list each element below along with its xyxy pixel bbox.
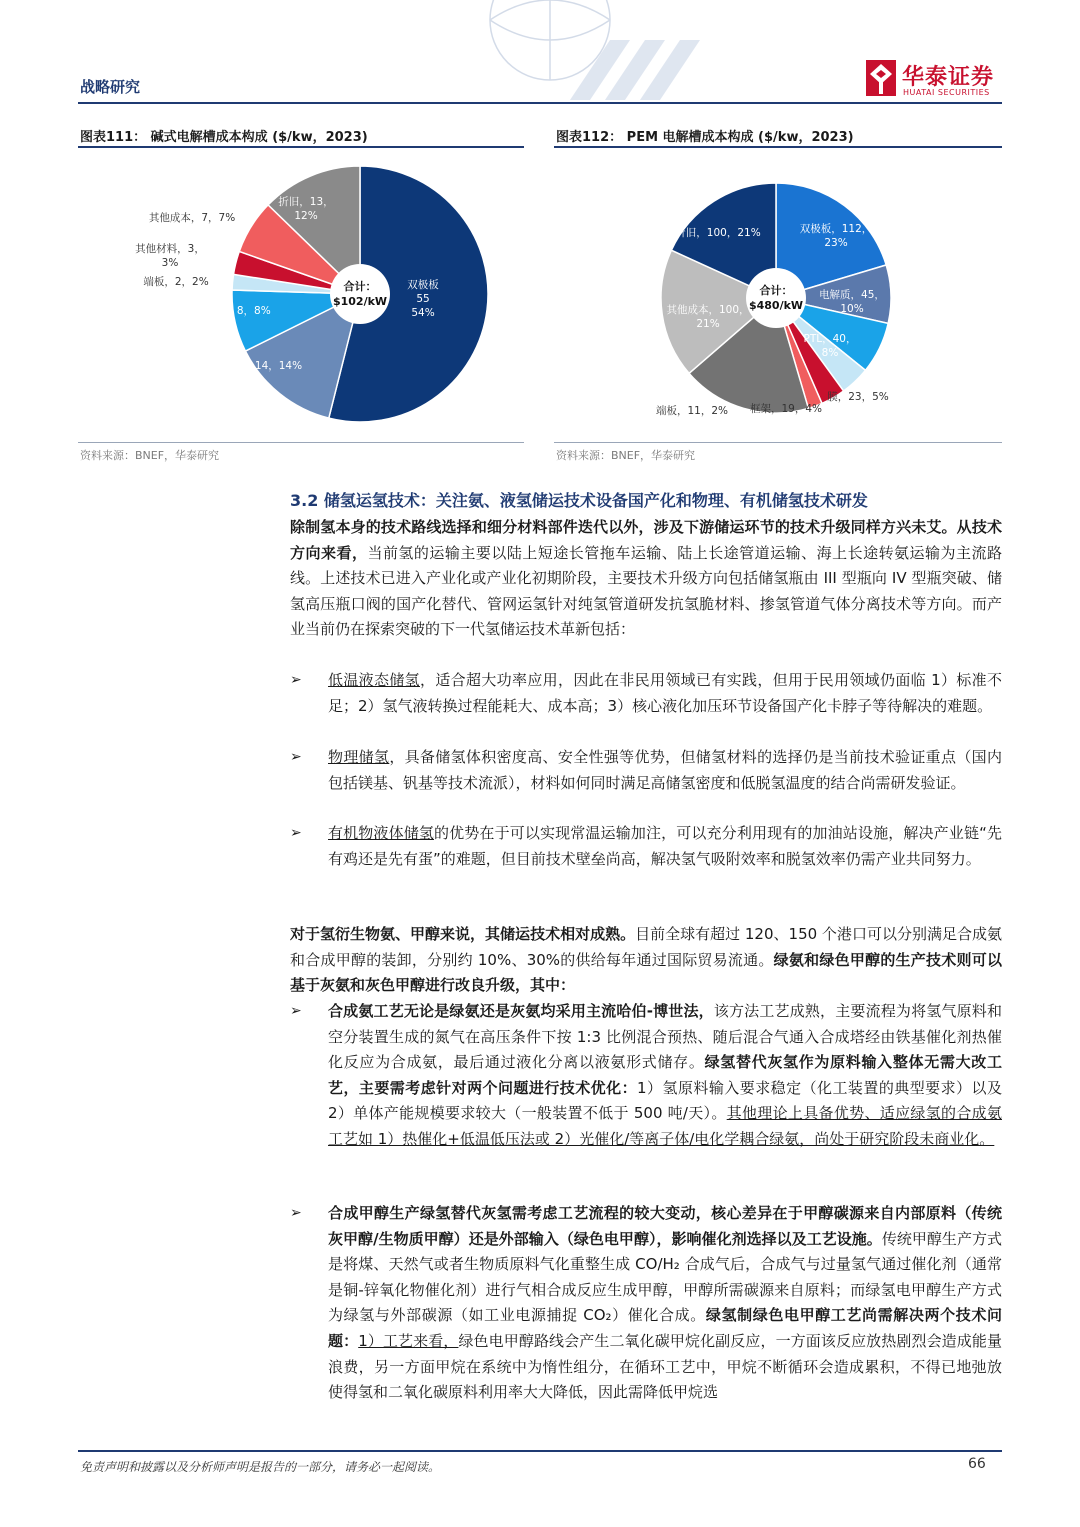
paragraph-2-lead-2: 绿氨和绿色甲醇的生产技术则可以基于灰氨和灰色甲醇进行改良升级，其中： <box>290 950 1002 995</box>
bullet-arrow-icon: ➢ <box>290 749 302 765</box>
bullet-1-term: 低温液态储氢 <box>328 671 420 689</box>
pie-data-label: 双极板，112， <box>799 223 873 235</box>
header-rule <box>78 102 1002 104</box>
logo-text-en: HUATAI SECURITIES <box>903 88 990 97</box>
paragraph-1-body: 当前氢的运输主要以陆上短途长管拖车运输、陆上长途管道运输、海上长途转氨运输为主流路线。上述技术已进入产业化或产业化初期阶段，主要技术升级方向包括储氢瓶由 III 型瓶向 IV 型瓶突破、储氢高压瓶口阀的国产化替代、管网运氢针对纯氢管道研发抗氢脆材料、掺氢管道气体分离技术等方向。而产业当前仍在探索突破的下一代氢储运技术革新包括： <box>290 543 1002 639</box>
figure-111-title: 图表111： 碱式电解槽成本构成 ($/kw，2023) <box>80 130 368 145</box>
pie-data-label: 8% <box>821 347 839 359</box>
figure-112-rule <box>554 146 1002 148</box>
bullet-5-underline: 1）工艺来看， <box>358 1331 459 1350</box>
paragraph-2 <box>290 922 1002 999</box>
pie-data-label: 21% <box>696 318 720 330</box>
bullet-1-body: ，适合超大功率应用，因此在非民用领域已有实践，但用于民用领域仍面临 1）标准不足；2）氢气液转换过程能耗大、成本高；3）核心液化加压环节设备国产化卡脖子等待解决的难题。 <box>328 671 1002 715</box>
bullet-5-body-2: 绿色电甲醇路线会产生二氧化碳甲烷化副反应，一方面该反应放热剧烈会造成能量浪费，另一方面甲烷在系统中为惰性组分，在循环工艺中，甲烷不断循环会造成累积，不得已地弛放使得氢和二氧化碳原料利用率大大降低，因此需降低甲烷选 <box>328 1331 1002 1402</box>
pie-data-label: 55 <box>416 293 430 305</box>
bullet-2-body: ，具备储氢体积密度高、安全性强等优势，但储氢材料的选择仍是当前技术验证重点（国内包括镁基、钒基等技术流派），材料如何同时满足高储氢密度和低脱氢温度的结合尚需研发验证。 <box>328 748 1002 792</box>
pie-data-label: 10% <box>840 303 864 315</box>
bullet-4-underline: 其他理论上具备优势、适应绿氢的合成氨工艺如 1）热催化+低温低压法或 2）光催化/等离子体/电化学耦合绿氨，尚处于研究阶段未商业化。 <box>328 1104 1002 1148</box>
bullet-arrow-icon: ➢ <box>290 1205 302 1221</box>
pie-data-label: 框架，19，4% <box>749 403 823 415</box>
header-decoration <box>390 0 710 100</box>
figure-111-source-rule <box>78 442 524 443</box>
pie-total-value: $480/kW <box>748 299 804 312</box>
paragraph-1-lead: 除制氢本身的技术路线选择和细分材料部件迭代以外，涉及下游储运环节的技术升级同样方兴未艾。从技术方向来看， <box>290 518 1002 562</box>
pie-total-label: 合计： <box>759 284 793 297</box>
pie-data-label: 3% <box>161 257 179 269</box>
pie-center-hole <box>330 264 390 324</box>
bullet-3-term: 有机物液体储氢 <box>328 824 434 842</box>
pie-data-label: 膜，14，14% <box>233 360 303 372</box>
page-number: 66 <box>968 1456 986 1472</box>
pie-data-label: 其他成本，7，7% <box>148 212 236 224</box>
pie-data-label: 端板，11，2% <box>655 405 729 417</box>
bullet-4-lead-2: 绿氢替代灰氢作为原料输入整体无需大改工艺，主要需考虑针对两个问题进行技术优化： <box>328 1053 1002 1097</box>
pie-data-label: 其他材料，3， <box>135 243 205 255</box>
bullet-ammonia <box>290 999 1002 1199</box>
bullet-5-lead-2: 绿氢制绿色电甲醇工艺尚需解决两个技术问题： <box>328 1306 1002 1350</box>
bullet-4-lead: 合成氨工艺无论是绿氨还是灰氨均采用主流哈伯-博世法， <box>328 1002 714 1020</box>
pem-cost-pie-chart <box>554 152 1002 437</box>
bullet-arrow-icon: ➢ <box>290 825 302 841</box>
pie-data-label: 端板，2，2% <box>143 276 209 288</box>
figure-111-source: 资料来源：BNEF，华泰研究 <box>80 449 220 462</box>
pie-data-label: 折旧，13， <box>278 196 334 208</box>
figure-111-rule <box>78 146 524 148</box>
bullet-2-term: 物理储氢 <box>328 748 390 766</box>
pie-data-label: PTL，40， <box>803 333 857 345</box>
figure-112-title: 图表112： PEM 电解槽成本构成 ($/kw，2023) <box>556 130 854 145</box>
bullet-liquid-hydrogen <box>290 668 1002 746</box>
bullet-5-body: 传统甲醇生产方式是将煤、天然气或者生物质原料气化重整生成 CO/H₂ 合成气后，合成气与过量氢气通过催化剂（通常是铜-锌氧化物催化剂）进行气相合成反应生成甲醇，甲醇所需碳源来自原料；而绿氢电甲醇生产方式为绿氢与外部碳源（如工业电源捕捉 CO₂）催化合成。 <box>328 1229 1002 1325</box>
pie-total-value: $102/kW <box>332 295 388 308</box>
logo-text-cn: 华泰证券 <box>902 65 995 90</box>
pie-data-label: 双极板 <box>407 279 439 291</box>
bullet-arrow-icon: ➢ <box>290 672 302 688</box>
pie-data-label: 垫片，8，8% <box>205 305 271 317</box>
bullet-4-body-2: 1）氢原料输入要求稳定（化工装置的典型要求）以及 2）单体产能规模要求较大（一般装置不低于 500 吨/天）。 <box>328 1078 1002 1123</box>
pie-data-label: 12% <box>294 210 318 222</box>
pie-data-label: 54% <box>411 307 435 319</box>
bullet-3-body: 的优势在于可以实现常温运输加注，可以充分利用现有的加油站设施，解决产业链“先有鸡还是先有蛋”的难题，但目前技术壁垒尚高，解决氢气吸附效率和脱氢效率仍需产业共同努力。 <box>328 824 1002 868</box>
pie-data-label: 膜，23，5% <box>827 391 889 403</box>
paragraph-1 <box>290 515 1002 643</box>
pie-center-hole <box>746 268 806 328</box>
pie-data-label: 电解质，45， <box>819 289 885 301</box>
bullet-physical-storage <box>290 745 1002 823</box>
bullet-5-lead: 合成甲醇生产绿氢替代灰氢需考虑工艺流程的较大变动，核心差异在于甲醇碳源来自内部原料（传统灰甲醇/生物质甲醇）还是外部输入（绿色电甲醇），影响催化剂选择以及工艺设施。 <box>328 1204 1002 1248</box>
bullet-organic-liquid <box>290 821 1002 899</box>
section-label: 战略研究 <box>80 78 141 96</box>
section-title: 3.2 储氢运氢技术：关注氨、液氢储运技术设备国产化和物理、有机储氢技术研发 <box>290 491 868 510</box>
alkaline-cost-pie-chart <box>78 152 524 437</box>
paragraph-2-lead: 对于氢衍生物氨、甲醇来说，其储运技术相对成熟。 <box>290 925 636 943</box>
huatai-logo-icon <box>866 60 896 96</box>
footer-disclaimer: 免责声明和披露以及分析师声明是报告的一部分，请务必一起阅读。 <box>80 1460 441 1474</box>
figure-112-source-rule <box>554 442 1002 443</box>
figure-112-source: 资料来源：BNEF，华泰研究 <box>556 449 696 462</box>
footer-rule <box>78 1450 1002 1452</box>
brand-logo <box>866 60 1002 100</box>
bullet-4-body: 该方法工艺成熟，主要流程为将氢气原料和空分装置生成的氮气在高压条件下按 1:3 比例混合预热、随后混合气通入合成塔经由铁基催化剂热催化反应为合成氨，最后通过液化分离以液氨形式储存。 <box>328 1002 1002 1072</box>
pie-data-label: 其他成本，100， <box>666 304 750 316</box>
pie-data-label: 折旧，100，21% <box>675 227 761 239</box>
pie-data-label: 23% <box>824 237 848 249</box>
pie-total-label: 合计： <box>343 280 377 293</box>
paragraph-2-body: 目前全球有超过 120、150 个港口可以分别满足合成氨和合成甲醇的装卸，分别约 10%、30%的供给每年通过国际贸易流通。 <box>290 925 1002 969</box>
bullet-arrow-icon: ➢ <box>290 1003 302 1019</box>
bullet-methanol <box>290 1201 1002 1431</box>
